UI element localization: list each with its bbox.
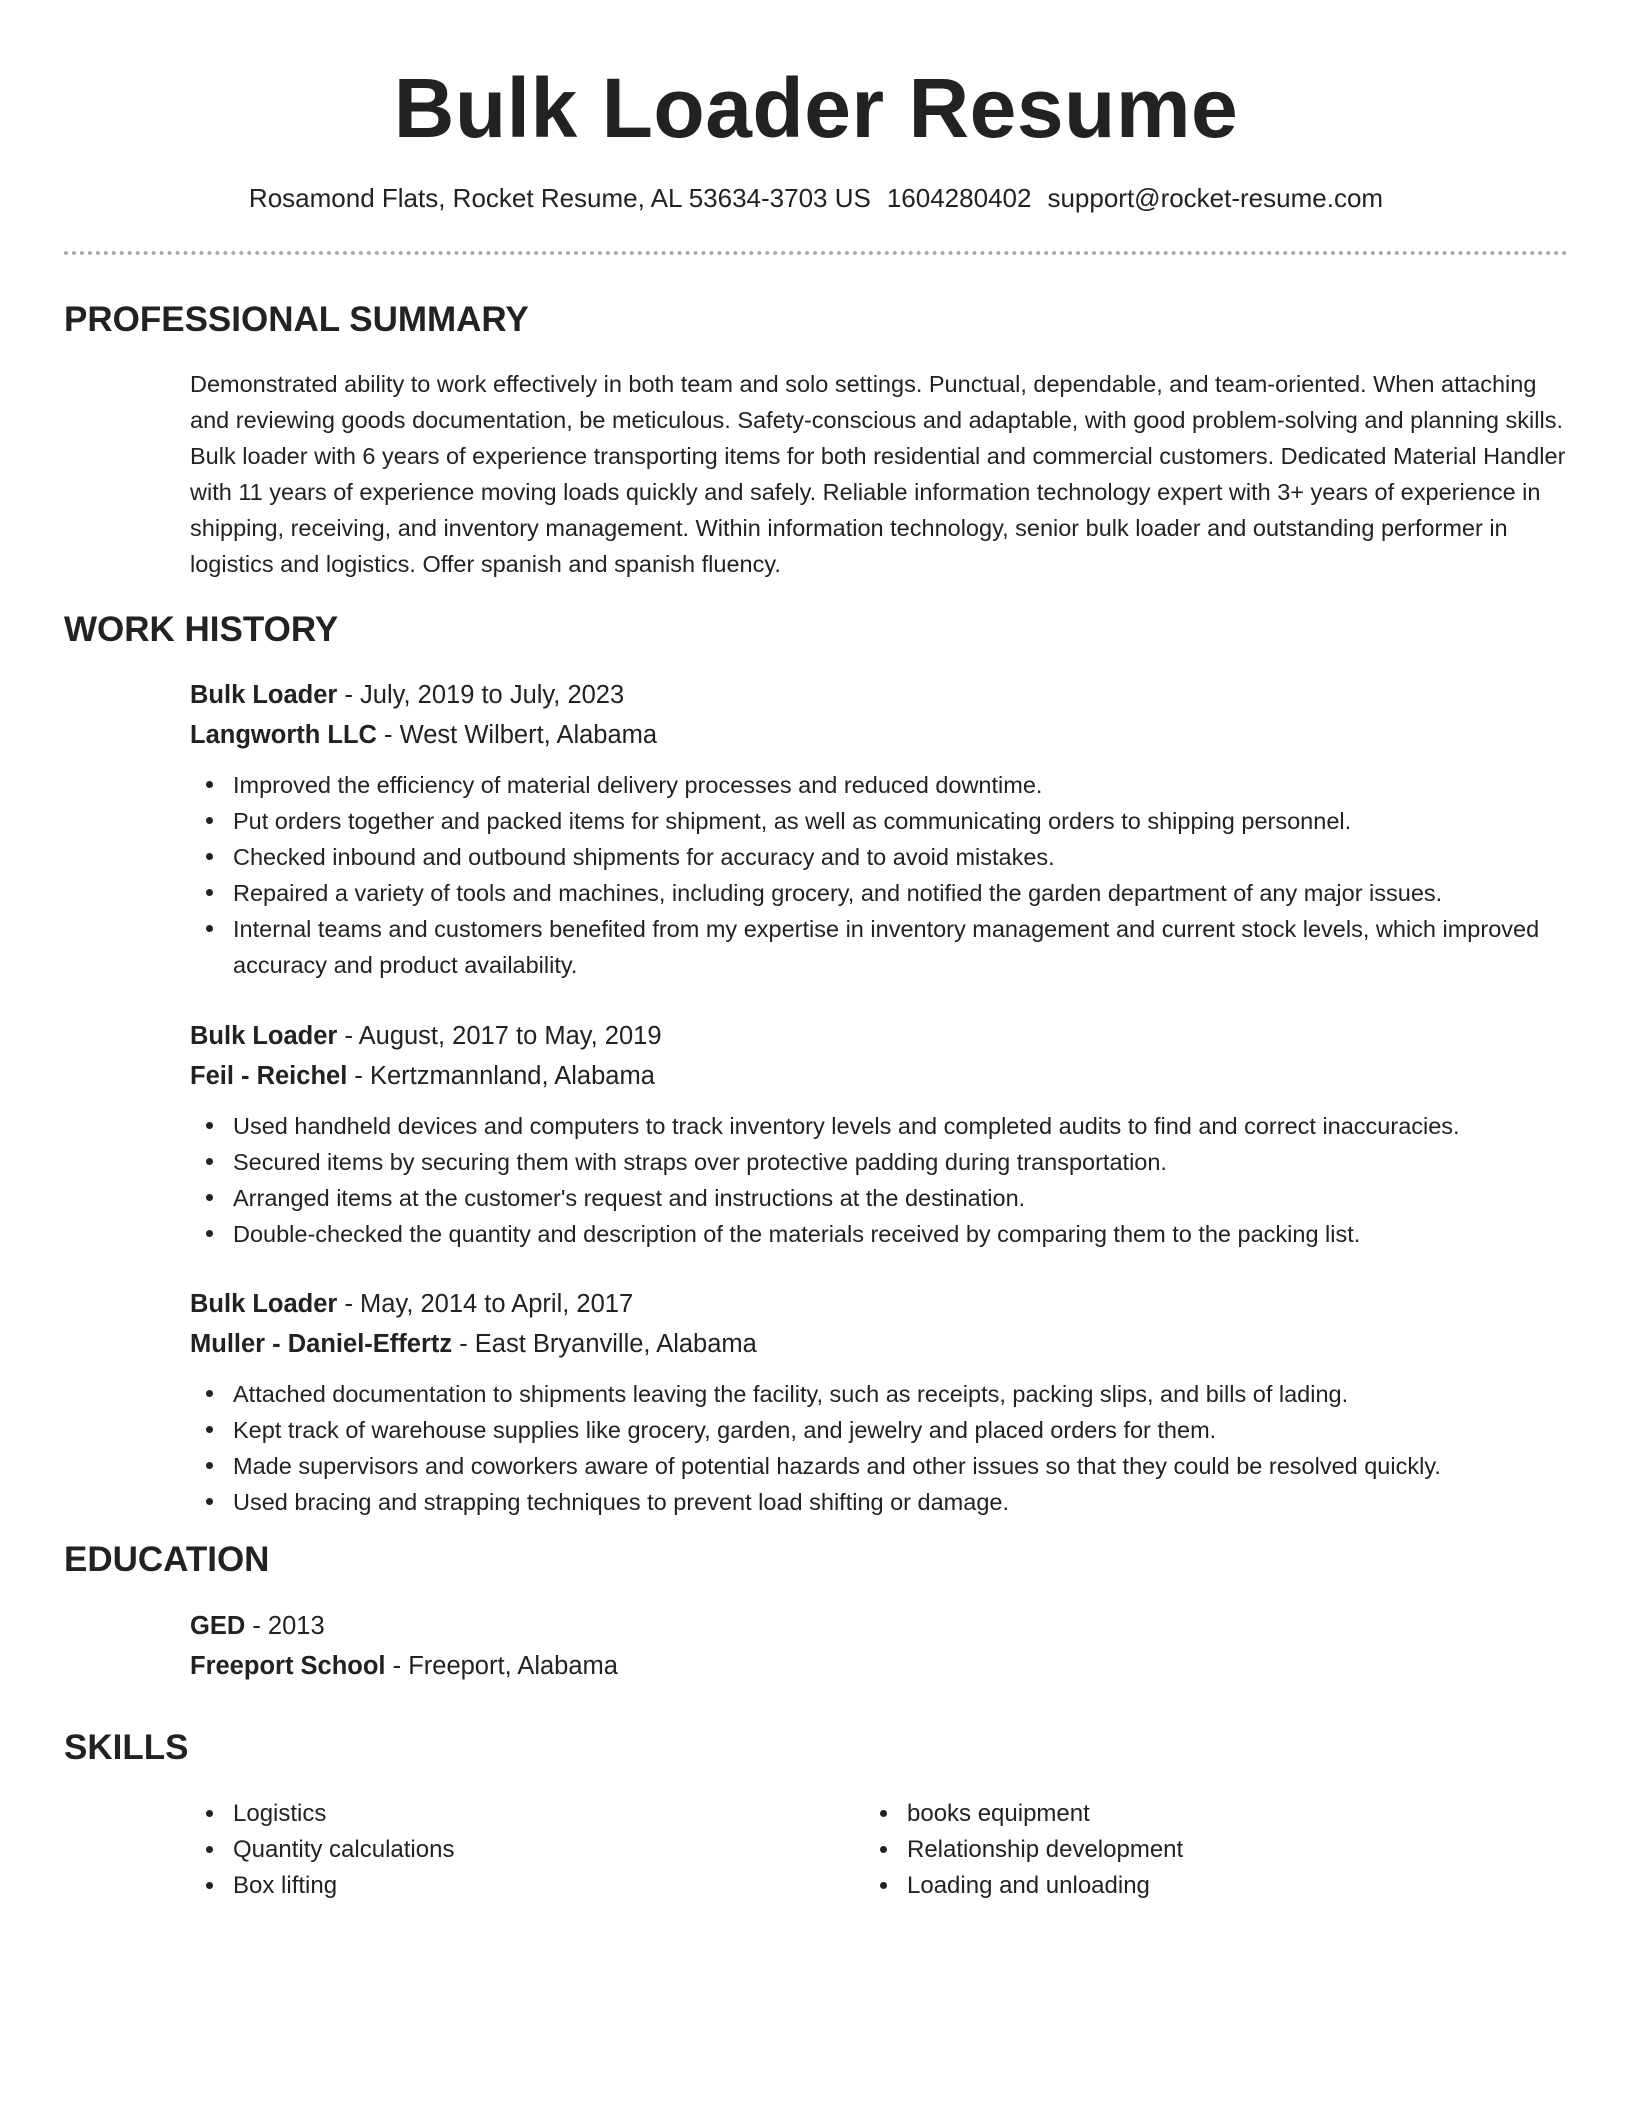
education-location: - Freeport, Alabama — [385, 1652, 618, 1680]
job-location: - East Bryanville, Alabama — [452, 1330, 757, 1358]
skill-item: Quantity calculations — [190, 1832, 454, 1868]
job-title: Bulk Loader — [190, 681, 338, 709]
job-bullet: Improved the efficiency of material delivery processes and reduced downtime. — [190, 767, 1570, 803]
skill-item: Loading and unloading — [864, 1868, 1183, 1904]
education-school: Freeport School — [190, 1652, 386, 1680]
job-bullet: Arranged items at the customer's request and instructions at the destination. — [190, 1180, 1570, 1216]
job-dates: - August, 2017 to May, 2019 — [337, 1022, 662, 1050]
skill-item: Relationship development — [864, 1832, 1183, 1868]
job-bullet: Secured items by securing them with straps over protective padding during transportation. — [190, 1144, 1570, 1180]
job-dates: - May, 2014 to April, 2017 — [337, 1290, 634, 1318]
job-dates: - July, 2019 to July, 2023 — [337, 681, 625, 709]
contact-phone: 1604280402 — [886, 183, 1032, 213]
job-bullet: Put orders together and packed items for shipment, as well as communicating orders to shipping personnel. — [190, 803, 1570, 839]
education-entry — [190, 1606, 1570, 1686]
job-bullets — [190, 767, 1570, 983]
skill-item: Box lifting — [190, 1868, 454, 1904]
education-year: - 2013 — [245, 1612, 325, 1640]
education-degree: GED — [190, 1612, 246, 1640]
job-entry — [190, 1284, 1570, 1520]
job-bullet: Used handheld devices and computers to track inventory levels and completed audits to find and correct inaccuracies. — [190, 1108, 1570, 1144]
job-bullet: Made supervisors and coworkers aware of potential hazards and other issues so that they could be resolved quickly. — [190, 1448, 1570, 1484]
contact-email: support@rocket-resume.com — [1047, 183, 1384, 213]
skills-list-right — [864, 1796, 1183, 1904]
skill-item: books equipment — [864, 1796, 1183, 1832]
job-title-line — [190, 675, 1570, 715]
job-entry — [190, 1016, 1570, 1252]
contact-address: Rosamond Flats, Rocket Resume, AL 53634-3703 US — [248, 183, 871, 213]
education-heading: EDUCATION — [64, 1540, 270, 1579]
skill-item: Logistics — [190, 1796, 454, 1832]
job-title: Bulk Loader — [190, 1022, 338, 1050]
job-title-line — [190, 1016, 1570, 1056]
education-school-line — [190, 1646, 1570, 1686]
job-entry — [190, 675, 1570, 983]
skills-heading: SKILLS — [64, 1728, 189, 1767]
job-location: - West Wilbert, Alabama — [376, 721, 658, 749]
summary-text: Demonstrated ability to work effectively in both team and solo settings. Punctual, dependable, and team-oriented. When attaching and reviewing goods documentation, be meticulous. Safety-conscious and adaptable, with good problem-solving and planning skills. Bulk loader with 6 years of experience transporting items for both residential and commercial customers. Dedicated Material Handler with 11 years of experience moving loads quickly and safely. Reliable information technology expert with 3+ years of experience in shipping, receiving, and inventory management. Within information technology, senior bulk loader and outstanding performer in logistics and logistics. Offer spanish and spanish fluency. — [190, 371, 1566, 577]
work-history-heading: WORK HISTORY — [64, 610, 339, 649]
header-divider — [64, 251, 1568, 255]
job-bullet: Kept track of warehouse supplies like grocery, garden, and jewelry and placed orders for them. — [190, 1412, 1570, 1448]
contact-line — [0, 180, 1632, 216]
job-bullet: Double-checked the quantity and description of the materials received by comparing them to the packing list. — [190, 1216, 1570, 1252]
job-bullet: Checked inbound and outbound shipments for accuracy and to avoid mistakes. — [190, 839, 1570, 875]
resume-title: Bulk Loader Resume — [393, 61, 1239, 155]
job-bullets — [190, 1376, 1570, 1520]
job-title: Bulk Loader — [190, 1290, 338, 1318]
job-company-line — [190, 1324, 1570, 1364]
job-bullet: Attached documentation to shipments leaving the facility, such as receipts, packing slips, and bills of lading. — [190, 1376, 1570, 1412]
job-bullet: Used bracing and strapping techniques to prevent load shifting or damage. — [190, 1484, 1570, 1520]
job-company: Muller - Daniel-Effertz — [190, 1330, 453, 1358]
job-company-line — [190, 715, 1570, 755]
job-location: - Kertzmannland, Alabama — [347, 1062, 655, 1090]
job-company-line — [190, 1056, 1570, 1096]
job-bullet: Repaired a variety of tools and machines, including grocery, and notified the garden department of any major issues. — [190, 875, 1570, 911]
job-bullets — [190, 1108, 1570, 1252]
job-company: Langworth LLC — [190, 721, 377, 749]
job-title-line — [190, 1284, 1570, 1324]
summary-heading: PROFESSIONAL SUMMARY — [64, 300, 529, 339]
job-company: Feil - Reichel — [190, 1062, 348, 1090]
skills-list-left — [190, 1796, 454, 1904]
job-bullet: Internal teams and customers benefited from my expertise in inventory management and current stock levels, which improved accuracy and product availability. — [190, 911, 1570, 983]
education-degree-line — [190, 1606, 1570, 1646]
